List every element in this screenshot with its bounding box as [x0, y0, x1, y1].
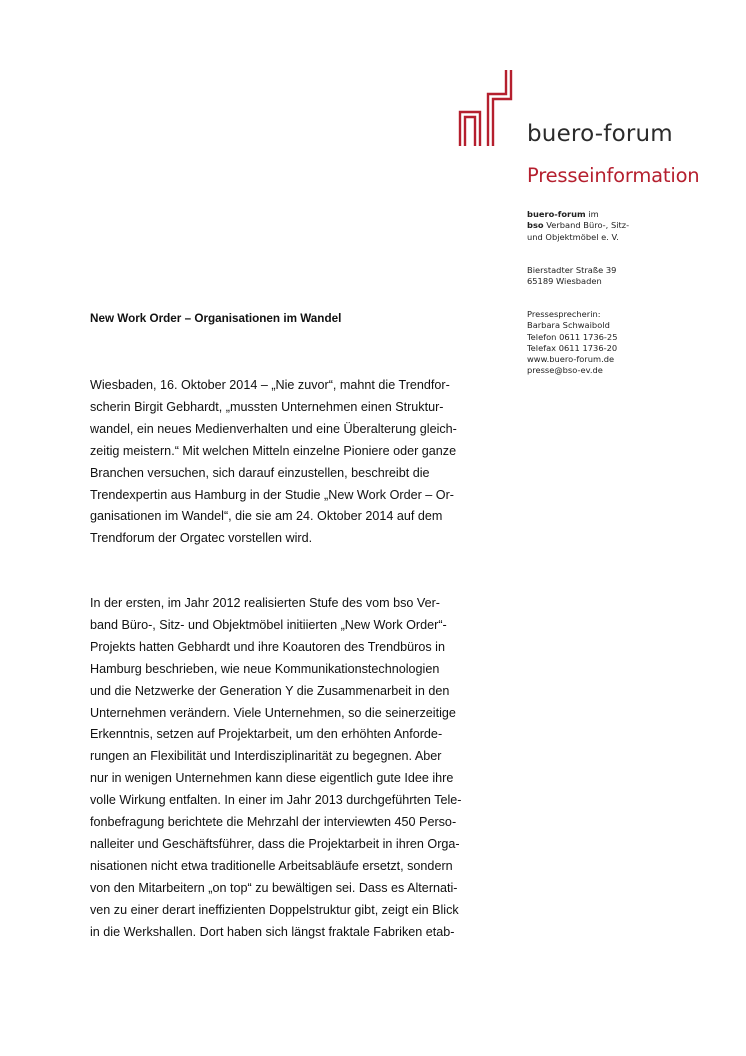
buero-forum-logo-icon	[458, 70, 516, 146]
org-name: buero-forum	[527, 209, 586, 219]
text-line: und die Netzwerke der Generation Y die Zusammenarbeit in den	[90, 683, 450, 698]
text-line: band Büro-, Sitz- und Objektmöbel initiierten „New Work Order“-	[90, 617, 447, 632]
contact-email[interactable]: presse@bso-ev.de	[527, 365, 603, 376]
address-street: Bierstadter Straße 39	[527, 265, 617, 275]
text-line: volle Wirkung entfalten. In einer im Jahr 2013 durchgeführten Tele-	[90, 793, 462, 808]
text-line: In der ersten, im Jahr 2012 realisierten Stufe des vom bso Ver-	[90, 596, 440, 610]
paragraph-1	[90, 375, 510, 550]
text-line: wandel, ein neues Medienverhalten und eine Überalterung gleich-	[90, 421, 457, 436]
association-abbrev: bso	[527, 220, 544, 231]
address-block	[527, 265, 677, 288]
contact-phone: Telefon 0611 1736-25	[527, 331, 618, 342]
text-line: scherin Birgit Gebhardt, „mussten Unternehmen einen Struktur-	[90, 399, 444, 414]
text-line: Trendforum der Orgatec vorstellen wird.	[90, 531, 313, 546]
press-release-headline: New Work Order – Organisationen im Wandel	[90, 312, 342, 325]
text-line: Trendexpertin aus Hamburg in der Studie „New Work Order – Or-	[90, 487, 454, 502]
document-type-title: Presseinformation	[527, 164, 700, 187]
contact-name: Barbara Schwaibold	[527, 320, 610, 331]
text-line: nur in wenigen Unternehmen kann diese eigentlich gute Idee ihre	[90, 771, 454, 786]
text-line: ven zu einer derart ineffizienten Doppelstruktur gibt, zeigt ein Blick	[90, 902, 459, 917]
text-line: Hamburg beschrieben, wie neue Kommunikationstechnologien	[90, 661, 440, 676]
contact-block	[527, 309, 677, 377]
text-line: nalleiter und Geschäftsführer, dass die Projektarbeit in ihren Orga-	[90, 836, 460, 851]
text-line: Unternehmen verändern. Viele Unternehmen, so die seinerzeitige	[90, 705, 456, 720]
text-line: in die Werkshallen. Dort haben sich längst fraktale Fabriken etab-	[90, 924, 455, 939]
association-name: Verband Büro-, Sitz-	[543, 220, 630, 231]
contact-fax: Telefax 0611 1736-20	[527, 342, 618, 353]
contact-role: Pressesprecherin:	[527, 309, 601, 319]
address-city: 65189 Wiesbaden	[527, 276, 602, 287]
organization-block	[527, 209, 677, 243]
text-line: nisationen nicht etwa traditionelle Arbeitsabläufe ersetzt, sondern	[90, 858, 453, 873]
text-line: Erkenntnis, setzen auf Projektarbeit, um den erhöhten Anforde-	[90, 727, 443, 742]
org-line-3: und Objektmöbel e. V.	[527, 231, 619, 242]
contact-website[interactable]: www.buero-forum.de	[527, 354, 615, 365]
org-line-2	[527, 220, 677, 231]
text-line: rungen an Flexibilität und Interdisziplinarität zu begegnen. Aber	[90, 749, 442, 764]
text-line: von den Mitarbeitern „on top“ zu bewältigen sei. Dass es Alternati-	[90, 880, 458, 895]
org-name-suffix: im	[585, 209, 599, 219]
org-line-1	[527, 209, 677, 220]
text-line: fonbefragung berichtete die Mehrzahl der interviewten 450 Perso-	[90, 815, 457, 830]
text-line: ganisationen im Wandel“, die sie am 24. Oktober 2014 auf dem	[90, 509, 443, 524]
brand-name: buero-forum	[527, 121, 673, 147]
text-line: Wiesbaden, 16. Oktober 2014 – „Nie zuvor“, mahnt die Trendfor-	[90, 378, 450, 392]
text-line: Projekts hatten Gebhardt und ihre Koautoren des Trendbüros in	[90, 639, 445, 654]
paragraph-2	[90, 593, 510, 944]
text-line: zeitig meistern.“ Mit welchen Mitteln einzelne Pioniere oder ganze	[90, 443, 457, 458]
text-line: Branchen versuchen, sich darauf einzustellen, beschreibt die	[90, 465, 430, 480]
